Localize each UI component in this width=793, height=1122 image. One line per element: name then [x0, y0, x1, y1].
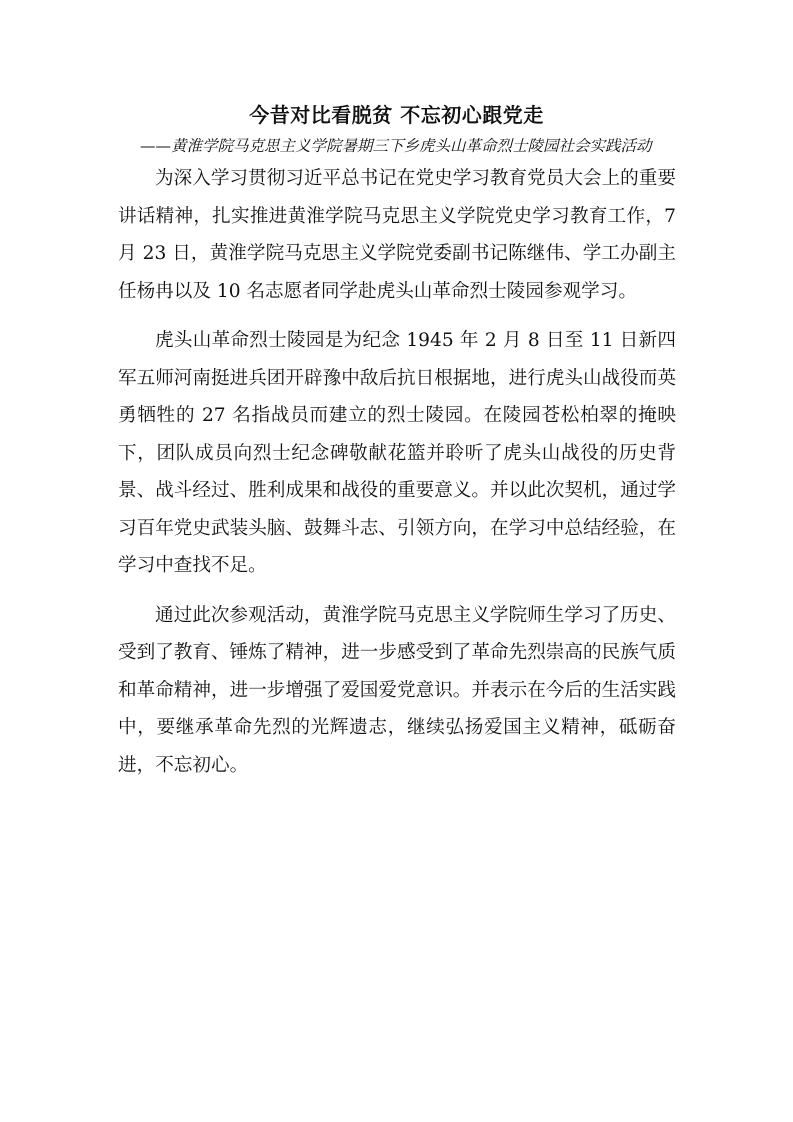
document-body	[118, 160, 676, 796]
document-title: 今昔对比看脱贫 不忘初心跟党走	[249, 103, 544, 127]
paragraph-3: 通过此次参观活动，黄淮学院马克思主义学院师生学习了历史、受到了教育、锤炼了精神，进一步感受到了革命先烈崇高的民族气质和革命精神，进一步增强了爱国爱党意识。并表示在今后的生活实践中，要继承革命先烈的光辉遗志，继续弘扬爱国主义精神，砥砺奋进，不忘初心。	[118, 604, 676, 776]
paragraph-1: 为深入学习贯彻习近平总书记在党史学习教育党员大会上的重要讲话精神，扎实推进黄淮学院马克思主义学院党史学习教育工作，7 月 23 日，黄淮学院马克思主义学院党委副书记陈继伟、学工办副主任杨冉以及 10 名志愿者同学赴虎头山革命烈士陵园参观学习。	[118, 168, 676, 302]
document-subtitle: ——黄淮学院马克思主义学院暑期三下乡虎头山革命烈士陵园社会实践活动	[140, 137, 652, 155]
paragraph-2: 虎头山革命烈士陵园是为纪念 1945 年 2 月 8 日至 11 日新四军五师河南挺进兵团开辟豫中敌后抗日根据地，进行虎头山战役而英勇牺牲的 27 名指战员而建立的烈士陵园。在陵园苍松柏翠的掩映下，团队成员向烈士纪念碑敬献花篮并聆听了虎头山战役的历史背景、战斗经过、胜利成果和战役的重要意义。并以此次契机，通过学习百年党史武装头脑、鼓舞斗志、引领方向，在学习中总结经验，在学习中查找不足。	[118, 330, 676, 576]
